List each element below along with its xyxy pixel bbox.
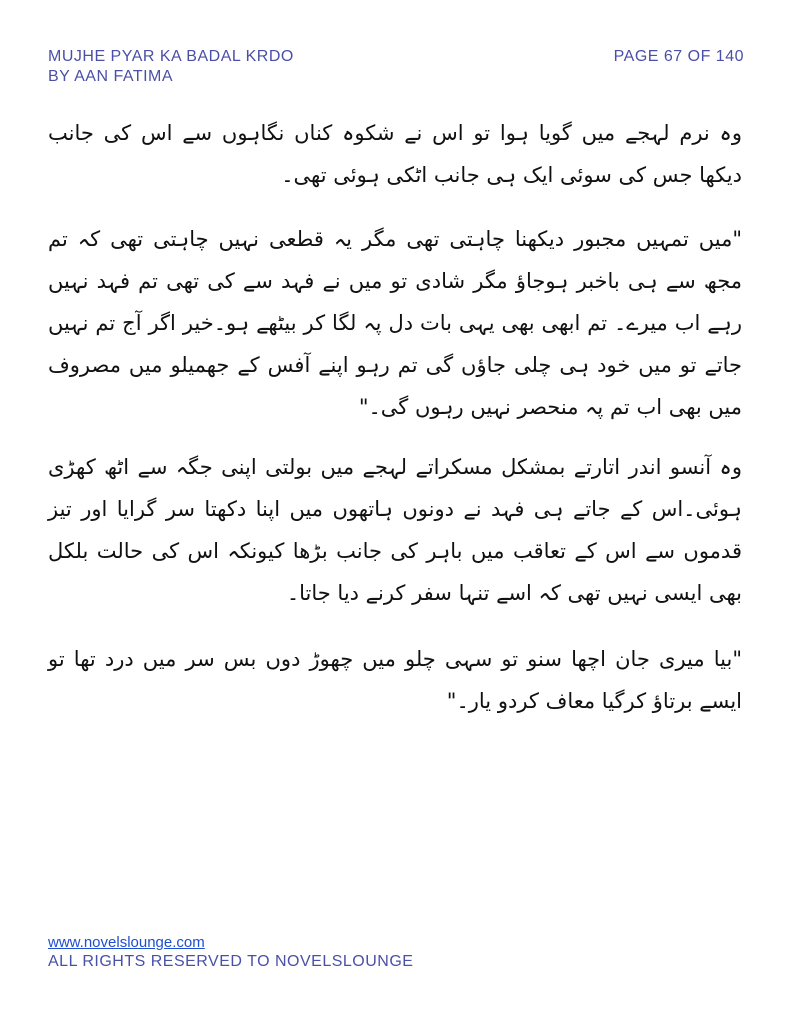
- document-body: [48, 112, 742, 722]
- rights-notice: ALL RIGHTS RESERVED TO NOVELSLOUNGE: [48, 953, 414, 970]
- paragraph-1: وہ نرم لہجے میں گویا ہوا تو اس نے شکوہ کناں نگاہوں سے اس کی جانب دیکھا جس کی سوئی ایک ہی جانب اٹکی ہوئی تھی۔: [48, 121, 742, 187]
- header-left: [48, 47, 294, 87]
- paragraph-2: "میں تمہیں مجبور دیکھنا چاہتی تھی مگر یہ قطعی نہیں چاہتی تھی کہ تم مجھ سے ہی باخبر ہوجاؤ مگر شادی تو میں نے فہد سے کی تھی تم فہد نہیں رہے اب میرے۔ تم ابھی بھی یہی بات دل پہ لگا کر بیٹھے ہو۔خیر اگر آج تم نہیں جاتے تو میں خود ہی چلی جاؤں گی تم رہو اپنے آفس کے جھمیلو میں مصروف میں بھی اب تم پہ منحصر نہیں رہوں گی۔": [48, 227, 742, 419]
- paragraph-4: "بیا میری جان اچھا سنو تو سہی چلو میں چھوڑ دوں بس سر میں درد تھا تو ایسے برتاؤ کرگیا معاف کردو یار۔": [48, 647, 742, 713]
- page-number: PAGE 67 OF 140: [613, 48, 744, 65]
- footer: [48, 934, 413, 972]
- website-link[interactable]: www.novelslounge.com: [48, 934, 205, 951]
- novel-title: MUJHE PYAR KA BADAL KRDO: [48, 48, 294, 65]
- author-name: BY AAN FATIMA: [48, 68, 174, 85]
- paragraph-3: وہ آنسو اندر اتارتے بمشکل مسکراتے لہجے میں بولتی اپنی جگہ سے اٹھ کھڑی ہوئی۔اس کے جاتے ہی فہد نے دونوں ہاتھوں میں اپنا دکھتا سر گرایا اور تیز قدموں سے اس کے تعاقب میں باہر کی جانب بڑھا کیونکہ اس کی حالت بلکل بھی ایسی نہیں تھی کہ اسے تنہا سفر کرنے دیا جاتا۔: [48, 455, 742, 605]
